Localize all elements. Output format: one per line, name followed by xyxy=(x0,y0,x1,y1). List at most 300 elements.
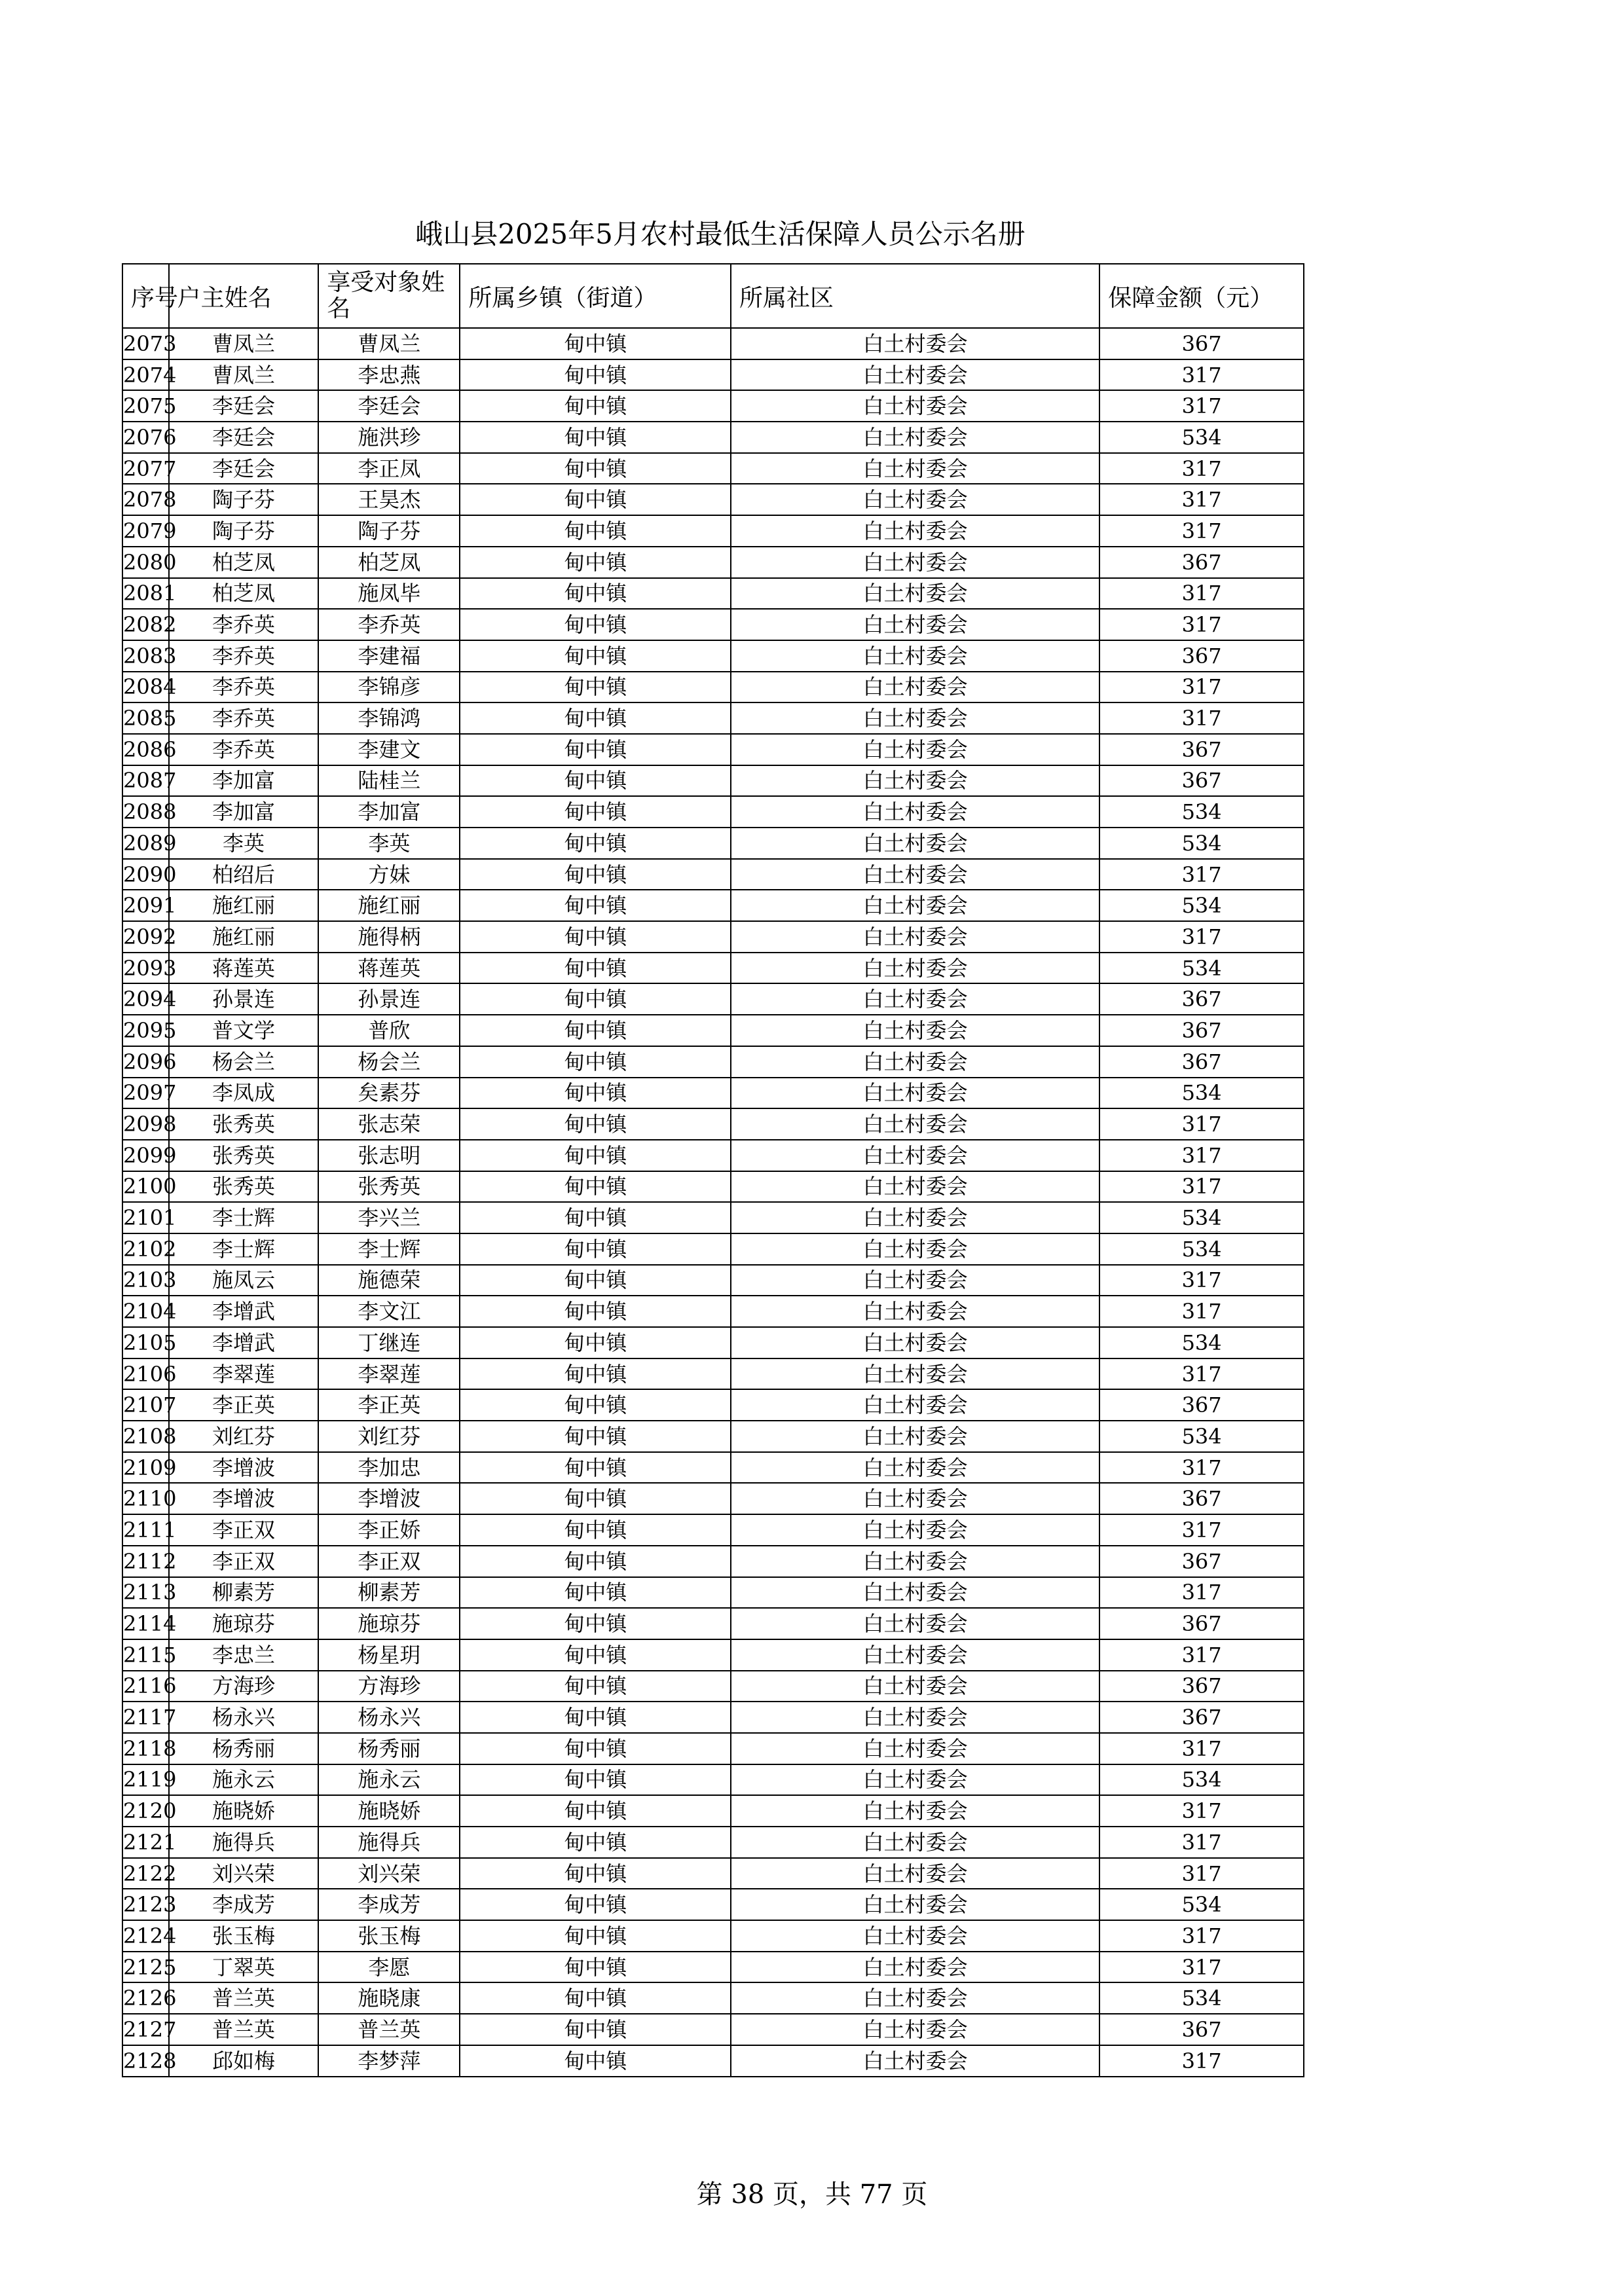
community-cell: 白土村委会 xyxy=(731,953,1099,984)
amount-cell: 367 xyxy=(1099,1608,1304,1639)
amount-cell: 317 xyxy=(1099,1577,1304,1609)
table-row xyxy=(122,515,1304,547)
serial-cell: 2128 xyxy=(122,2045,169,2077)
community-cell: 白土村委会 xyxy=(731,1982,1099,2014)
township-cell: 甸中镇 xyxy=(460,2014,731,2045)
amount-cell: 317 xyxy=(1099,1639,1304,1671)
township-cell: 甸中镇 xyxy=(460,1514,731,1546)
township-cell: 甸中镇 xyxy=(460,1358,731,1390)
householder-cell: 张秀英 xyxy=(169,1171,319,1203)
table-row xyxy=(122,1889,1304,1920)
beneficiary-cell: 李忠燕 xyxy=(318,359,460,391)
householder-cell: 陶子芬 xyxy=(169,515,319,547)
amount-cell: 367 xyxy=(1099,328,1304,359)
community-cell: 白土村委会 xyxy=(731,1296,1099,1327)
community-cell: 白土村委会 xyxy=(731,1265,1099,1296)
table-row xyxy=(122,2045,1304,2077)
serial-cell: 2099 xyxy=(122,1140,169,1171)
community-cell: 白土村委会 xyxy=(731,983,1099,1015)
householder-cell: 陶子芬 xyxy=(169,484,319,515)
community-cell: 白土村委会 xyxy=(731,859,1099,890)
serial-cell: 2093 xyxy=(122,953,169,984)
serial-cell: 2077 xyxy=(122,453,169,484)
community-cell: 白土村委会 xyxy=(731,2045,1099,2077)
beneficiary-cell: 施永云 xyxy=(318,1764,460,1796)
table-row xyxy=(122,1920,1304,1952)
township-cell: 甸中镇 xyxy=(460,828,731,859)
community-cell: 白土村委会 xyxy=(731,578,1099,610)
beneficiary-cell: 李翠莲 xyxy=(318,1358,460,1390)
amount-cell: 317 xyxy=(1099,1171,1304,1203)
table-row xyxy=(122,1015,1304,1046)
table-row xyxy=(122,1608,1304,1639)
township-cell: 甸中镇 xyxy=(460,422,731,453)
householder-cell: 李正英 xyxy=(169,1389,319,1421)
table-row xyxy=(122,1514,1304,1546)
householder-cell: 丁翠英 xyxy=(169,1952,319,1983)
table-row xyxy=(122,609,1304,640)
beneficiary-cell: 方海珍 xyxy=(318,1671,460,1702)
table-row xyxy=(122,1327,1304,1358)
serial-cell: 2089 xyxy=(122,828,169,859)
community-cell: 白土村委会 xyxy=(731,672,1099,703)
householder-cell: 杨秀丽 xyxy=(169,1733,319,1764)
township-cell: 甸中镇 xyxy=(460,1858,731,1889)
beneficiary-cell: 刘红芬 xyxy=(318,1421,460,1452)
community-cell: 白土村委会 xyxy=(731,1202,1099,1233)
beneficiary-cell: 施晓娇 xyxy=(318,1795,460,1827)
table-row xyxy=(122,1702,1304,1733)
community-cell: 白土村委会 xyxy=(731,453,1099,484)
table-header-row xyxy=(122,264,1304,328)
householder-cell: 柏绍后 xyxy=(169,859,319,890)
householder-cell: 李士辉 xyxy=(169,1202,319,1233)
community-cell: 白土村委会 xyxy=(731,484,1099,515)
amount-cell: 317 xyxy=(1099,1265,1304,1296)
township-cell: 甸中镇 xyxy=(460,515,731,547)
householder-cell: 李增武 xyxy=(169,1296,319,1327)
township-cell: 甸中镇 xyxy=(460,1421,731,1452)
township-cell: 甸中镇 xyxy=(460,390,731,422)
table-row xyxy=(122,1577,1304,1609)
beneficiary-cell: 施洪珍 xyxy=(318,422,460,453)
serial-cell: 2084 xyxy=(122,672,169,703)
serial-cell: 2127 xyxy=(122,2014,169,2045)
serial-cell: 2121 xyxy=(122,1827,169,1858)
township-cell: 甸中镇 xyxy=(460,1452,731,1484)
amount-cell: 534 xyxy=(1099,1202,1304,1233)
householder-cell: 李正双 xyxy=(169,1546,319,1577)
table-row xyxy=(122,390,1304,422)
community-cell: 白土村委会 xyxy=(731,390,1099,422)
township-cell: 甸中镇 xyxy=(460,1920,731,1952)
amount-cell: 534 xyxy=(1099,890,1304,921)
householder-cell: 曹凤兰 xyxy=(169,328,319,359)
serial-cell: 2097 xyxy=(122,1078,169,1109)
householder-cell: 蒋莲英 xyxy=(169,953,319,984)
amount-cell: 367 xyxy=(1099,2014,1304,2045)
amount-cell: 367 xyxy=(1099,547,1304,578)
beneficiary-cell: 曹凤兰 xyxy=(318,328,460,359)
householder-cell: 李士辉 xyxy=(169,1233,319,1265)
table-row xyxy=(122,1265,1304,1296)
amount-cell: 534 xyxy=(1099,1889,1304,1920)
table-row xyxy=(122,1733,1304,1764)
beneficiary-cell: 李文江 xyxy=(318,1296,460,1327)
serial-cell: 2098 xyxy=(122,1108,169,1140)
householder-cell: 施晓娇 xyxy=(169,1795,319,1827)
amount-cell: 534 xyxy=(1099,1421,1304,1452)
township-cell: 甸中镇 xyxy=(460,1015,731,1046)
householder-cell: 张秀英 xyxy=(169,1140,319,1171)
amount-cell: 367 xyxy=(1099,1671,1304,1702)
table-row xyxy=(122,1639,1304,1671)
householder-cell: 李英 xyxy=(169,828,319,859)
page-title: 峨山县2025年5月农村最低生活保障人员公示名册 xyxy=(415,218,1025,250)
serial-cell: 2110 xyxy=(122,1483,169,1514)
community-cell: 白土村委会 xyxy=(731,796,1099,828)
table-row xyxy=(122,702,1304,734)
beneficiary-cell: 李正娇 xyxy=(318,1514,460,1546)
beneficiary-cell: 施红丽 xyxy=(318,890,460,921)
community-cell: 白土村委会 xyxy=(731,1671,1099,1702)
beneficiary-cell: 方妹 xyxy=(318,859,460,890)
serial-cell: 2085 xyxy=(122,702,169,734)
township-cell: 甸中镇 xyxy=(460,1764,731,1796)
householder-cell: 李乔英 xyxy=(169,734,319,765)
township-cell: 甸中镇 xyxy=(460,796,731,828)
table-row xyxy=(122,1858,1304,1889)
householder-cell: 李成芳 xyxy=(169,1889,319,1920)
community-cell: 白土村委会 xyxy=(731,1015,1099,1046)
table-row xyxy=(122,1389,1304,1421)
community-cell: 白土村委会 xyxy=(731,609,1099,640)
amount-cell: 317 xyxy=(1099,1920,1304,1952)
serial-cell: 2096 xyxy=(122,1046,169,1078)
amount-cell: 317 xyxy=(1099,2045,1304,2077)
amount-cell: 317 xyxy=(1099,859,1304,890)
community-cell: 白土村委会 xyxy=(731,1858,1099,1889)
table-row xyxy=(122,1171,1304,1203)
township-cell: 甸中镇 xyxy=(460,1546,731,1577)
serial-cell: 2126 xyxy=(122,1982,169,2014)
serial-cell: 2100 xyxy=(122,1171,169,1203)
amount-cell: 317 xyxy=(1099,484,1304,515)
serial-cell: 2102 xyxy=(122,1233,169,1265)
table-row xyxy=(122,1046,1304,1078)
beneficiary-cell: 施琼芬 xyxy=(318,1608,460,1639)
table-row xyxy=(122,796,1304,828)
community-cell: 白土村委会 xyxy=(731,734,1099,765)
beneficiary-cell: 李锦彦 xyxy=(318,672,460,703)
township-cell: 甸中镇 xyxy=(460,1265,731,1296)
township-cell: 甸中镇 xyxy=(460,953,731,984)
beneficiary-cell: 李梦萍 xyxy=(318,2045,460,2077)
beneficiary-cell: 普兰英 xyxy=(318,2014,460,2045)
householder-cell: 施红丽 xyxy=(169,921,319,953)
township-cell: 甸中镇 xyxy=(460,859,731,890)
township-cell: 甸中镇 xyxy=(460,1795,731,1827)
table-row xyxy=(122,1108,1304,1140)
serial-cell: 2113 xyxy=(122,1577,169,1609)
table-row xyxy=(122,1982,1304,2014)
householder-cell: 张秀英 xyxy=(169,1108,319,1140)
serial-cell: 2114 xyxy=(122,1608,169,1639)
amount-cell: 367 xyxy=(1099,640,1304,672)
township-cell: 甸中镇 xyxy=(460,1078,731,1109)
beneficiary-cell: 李建文 xyxy=(318,734,460,765)
community-cell: 白土村委会 xyxy=(731,1046,1099,1078)
table-row xyxy=(122,921,1304,953)
beneficiary-cell: 杨秀丽 xyxy=(318,1733,460,1764)
serial-cell: 2076 xyxy=(122,422,169,453)
amount-cell: 317 xyxy=(1099,672,1304,703)
householder-cell: 张玉梅 xyxy=(169,1920,319,1952)
community-cell: 白土村委会 xyxy=(731,1389,1099,1421)
table-row xyxy=(122,578,1304,610)
table-row xyxy=(122,1671,1304,1702)
col-header-amount: 保障金额（元） xyxy=(1099,264,1304,328)
beneficiary-cell: 施凤毕 xyxy=(318,578,460,610)
table-row xyxy=(122,1795,1304,1827)
community-cell: 白土村委会 xyxy=(731,640,1099,672)
householder-cell: 普文学 xyxy=(169,1015,319,1046)
township-cell: 甸中镇 xyxy=(460,1202,731,1233)
amount-cell: 534 xyxy=(1099,1982,1304,2014)
township-cell: 甸中镇 xyxy=(460,1327,731,1358)
serial-cell: 2081 xyxy=(122,578,169,610)
householder-cell: 李增波 xyxy=(169,1483,319,1514)
township-cell: 甸中镇 xyxy=(460,1483,731,1514)
community-cell: 白土村委会 xyxy=(731,1078,1099,1109)
community-cell: 白土村委会 xyxy=(731,1546,1099,1577)
serial-cell: 2088 xyxy=(122,796,169,828)
householder-cell: 柏芝凤 xyxy=(169,547,319,578)
householder-cell: 李凤成 xyxy=(169,1078,319,1109)
township-cell: 甸中镇 xyxy=(460,1608,731,1639)
table-row xyxy=(122,547,1304,578)
serial-cell: 2090 xyxy=(122,859,169,890)
householder-cell: 施永云 xyxy=(169,1764,319,1796)
serial-cell: 2107 xyxy=(122,1389,169,1421)
amount-cell: 534 xyxy=(1099,1078,1304,1109)
householder-cell: 刘红芬 xyxy=(169,1421,319,1452)
serial-cell: 2111 xyxy=(122,1514,169,1546)
serial-cell: 2079 xyxy=(122,515,169,547)
table-row xyxy=(122,890,1304,921)
serial-cell: 2095 xyxy=(122,1015,169,1046)
householder-cell: 普兰英 xyxy=(169,1982,319,2014)
township-cell: 甸中镇 xyxy=(460,1171,731,1203)
beneficiary-cell: 施得兵 xyxy=(318,1827,460,1858)
table-row xyxy=(122,953,1304,984)
beneficiary-cell: 李正双 xyxy=(318,1546,460,1577)
table-row xyxy=(122,1233,1304,1265)
township-cell: 甸中镇 xyxy=(460,1140,731,1171)
beneficiary-cell: 李正凤 xyxy=(318,453,460,484)
serial-cell: 2092 xyxy=(122,921,169,953)
township-cell: 甸中镇 xyxy=(460,453,731,484)
serial-cell: 2087 xyxy=(122,765,169,797)
beneficiary-cell: 李正英 xyxy=(318,1389,460,1421)
amount-cell: 367 xyxy=(1099,1046,1304,1078)
amount-cell: 367 xyxy=(1099,765,1304,797)
amount-cell: 317 xyxy=(1099,1296,1304,1327)
beneficiary-cell: 李成芳 xyxy=(318,1889,460,1920)
beneficiary-cell: 李锦鸿 xyxy=(318,702,460,734)
amount-cell: 317 xyxy=(1099,390,1304,422)
amount-cell: 317 xyxy=(1099,609,1304,640)
householder-cell: 李乔英 xyxy=(169,672,319,703)
beneficiary-cell: 李廷会 xyxy=(318,390,460,422)
township-cell: 甸中镇 xyxy=(460,890,731,921)
table-row xyxy=(122,1952,1304,1983)
householder-cell: 李加富 xyxy=(169,765,319,797)
householder-cell: 李廷会 xyxy=(169,390,319,422)
beneficiary-cell: 杨会兰 xyxy=(318,1046,460,1078)
serial-cell: 2083 xyxy=(122,640,169,672)
community-cell: 白土村委会 xyxy=(731,1827,1099,1858)
table-row xyxy=(122,1452,1304,1484)
amount-cell: 367 xyxy=(1099,1546,1304,1577)
serial-cell: 2082 xyxy=(122,609,169,640)
amount-cell: 317 xyxy=(1099,1140,1304,1171)
householder-cell: 柳素芳 xyxy=(169,1577,319,1609)
community-cell: 白土村委会 xyxy=(731,422,1099,453)
serial-cell: 2094 xyxy=(122,983,169,1015)
community-cell: 白土村委会 xyxy=(731,1171,1099,1203)
table-row xyxy=(122,1202,1304,1233)
table-row xyxy=(122,1358,1304,1390)
community-cell: 白土村委会 xyxy=(731,1327,1099,1358)
householder-cell: 李增波 xyxy=(169,1452,319,1484)
community-cell: 白土村委会 xyxy=(731,328,1099,359)
table-row xyxy=(122,1078,1304,1109)
table-row xyxy=(122,983,1304,1015)
householder-cell: 邱如梅 xyxy=(169,2045,319,2077)
township-cell: 甸中镇 xyxy=(460,1233,731,1265)
beneficiary-cell: 王昊杰 xyxy=(318,484,460,515)
community-cell: 白土村委会 xyxy=(731,1608,1099,1639)
col-header-serial: 序号 xyxy=(122,264,169,328)
amount-cell: 317 xyxy=(1099,1514,1304,1546)
serial-cell: 2078 xyxy=(122,484,169,515)
community-cell: 白土村委会 xyxy=(731,828,1099,859)
serial-cell: 2123 xyxy=(122,1889,169,1920)
community-cell: 白土村委会 xyxy=(731,1140,1099,1171)
serial-cell: 2115 xyxy=(122,1639,169,1671)
beneficiary-cell: 柏芝凤 xyxy=(318,547,460,578)
township-cell: 甸中镇 xyxy=(460,1827,731,1858)
householder-cell: 施凤云 xyxy=(169,1265,319,1296)
serial-cell: 2104 xyxy=(122,1296,169,1327)
householder-cell: 施得兵 xyxy=(169,1827,319,1858)
amount-cell: 317 xyxy=(1099,702,1304,734)
householder-cell: 曹凤兰 xyxy=(169,359,319,391)
table-row xyxy=(122,422,1304,453)
beneficiary-cell: 李加富 xyxy=(318,796,460,828)
beneficiary-cell: 张玉梅 xyxy=(318,1920,460,1952)
table-row xyxy=(122,734,1304,765)
amount-cell: 317 xyxy=(1099,1795,1304,1827)
householder-cell: 施红丽 xyxy=(169,890,319,921)
householder-cell: 李翠莲 xyxy=(169,1358,319,1390)
community-cell: 白土村委会 xyxy=(731,890,1099,921)
township-cell: 甸中镇 xyxy=(460,609,731,640)
amount-cell: 317 xyxy=(1099,1452,1304,1484)
community-cell: 白土村委会 xyxy=(731,547,1099,578)
community-cell: 白土村委会 xyxy=(731,1889,1099,1920)
township-cell: 甸中镇 xyxy=(460,640,731,672)
serial-cell: 2080 xyxy=(122,547,169,578)
serial-cell: 2117 xyxy=(122,1702,169,1733)
beneficiary-cell: 刘兴荣 xyxy=(318,1858,460,1889)
table-row xyxy=(122,1764,1304,1796)
community-cell: 白土村委会 xyxy=(731,1920,1099,1952)
township-cell: 甸中镇 xyxy=(460,1671,731,1702)
beneficiary-cell: 李增波 xyxy=(318,1483,460,1514)
serial-cell: 2091 xyxy=(122,890,169,921)
township-cell: 甸中镇 xyxy=(460,921,731,953)
community-cell: 白土村委会 xyxy=(731,1764,1099,1796)
serial-cell: 2112 xyxy=(122,1546,169,1577)
householder-cell: 李忠兰 xyxy=(169,1639,319,1671)
amount-cell: 317 xyxy=(1099,1827,1304,1858)
page-number: 第 38 页，共 77 页 xyxy=(696,2179,928,2210)
beneficiary-cell: 李英 xyxy=(318,828,460,859)
serial-cell: 2101 xyxy=(122,1202,169,1233)
amount-cell: 317 xyxy=(1099,1733,1304,1764)
householder-cell: 李乔英 xyxy=(169,609,319,640)
col-header-beneficiary: 享受对象姓名 xyxy=(318,264,460,328)
community-cell: 白土村委会 xyxy=(731,702,1099,734)
beneficiary-cell: 张志明 xyxy=(318,1140,460,1171)
table-row xyxy=(122,672,1304,703)
householder-cell: 孙景连 xyxy=(169,983,319,1015)
householder-cell: 施琼芬 xyxy=(169,1608,319,1639)
amount-cell: 317 xyxy=(1099,1108,1304,1140)
township-cell: 甸中镇 xyxy=(460,2045,731,2077)
table-row xyxy=(122,859,1304,890)
beneficiary-cell: 陆桂兰 xyxy=(318,765,460,797)
amount-cell: 367 xyxy=(1099,1389,1304,1421)
serial-cell: 2119 xyxy=(122,1764,169,1796)
householder-cell: 李廷会 xyxy=(169,422,319,453)
community-cell: 白土村委会 xyxy=(731,359,1099,391)
serial-cell: 2120 xyxy=(122,1795,169,1827)
serial-cell: 2103 xyxy=(122,1265,169,1296)
beneficiary-cell: 杨星玥 xyxy=(318,1639,460,1671)
amount-cell: 317 xyxy=(1099,515,1304,547)
community-cell: 白土村委会 xyxy=(731,1795,1099,1827)
serial-cell: 2125 xyxy=(122,1952,169,1983)
amount-cell: 534 xyxy=(1099,796,1304,828)
community-cell: 白土村委会 xyxy=(731,1514,1099,1546)
serial-cell: 2108 xyxy=(122,1421,169,1452)
beneficiary-cell: 施晓康 xyxy=(318,1982,460,2014)
serial-cell: 2073 xyxy=(122,328,169,359)
township-cell: 甸中镇 xyxy=(460,359,731,391)
table-row xyxy=(122,828,1304,859)
community-cell: 白土村委会 xyxy=(731,1733,1099,1764)
township-cell: 甸中镇 xyxy=(460,1982,731,2014)
householder-cell: 李乔英 xyxy=(169,702,319,734)
township-cell: 甸中镇 xyxy=(460,1108,731,1140)
community-cell: 白土村委会 xyxy=(731,1639,1099,1671)
beneficiary-cell: 蒋莲英 xyxy=(318,953,460,984)
community-cell: 白土村委会 xyxy=(731,1952,1099,1983)
amount-cell: 367 xyxy=(1099,1483,1304,1514)
